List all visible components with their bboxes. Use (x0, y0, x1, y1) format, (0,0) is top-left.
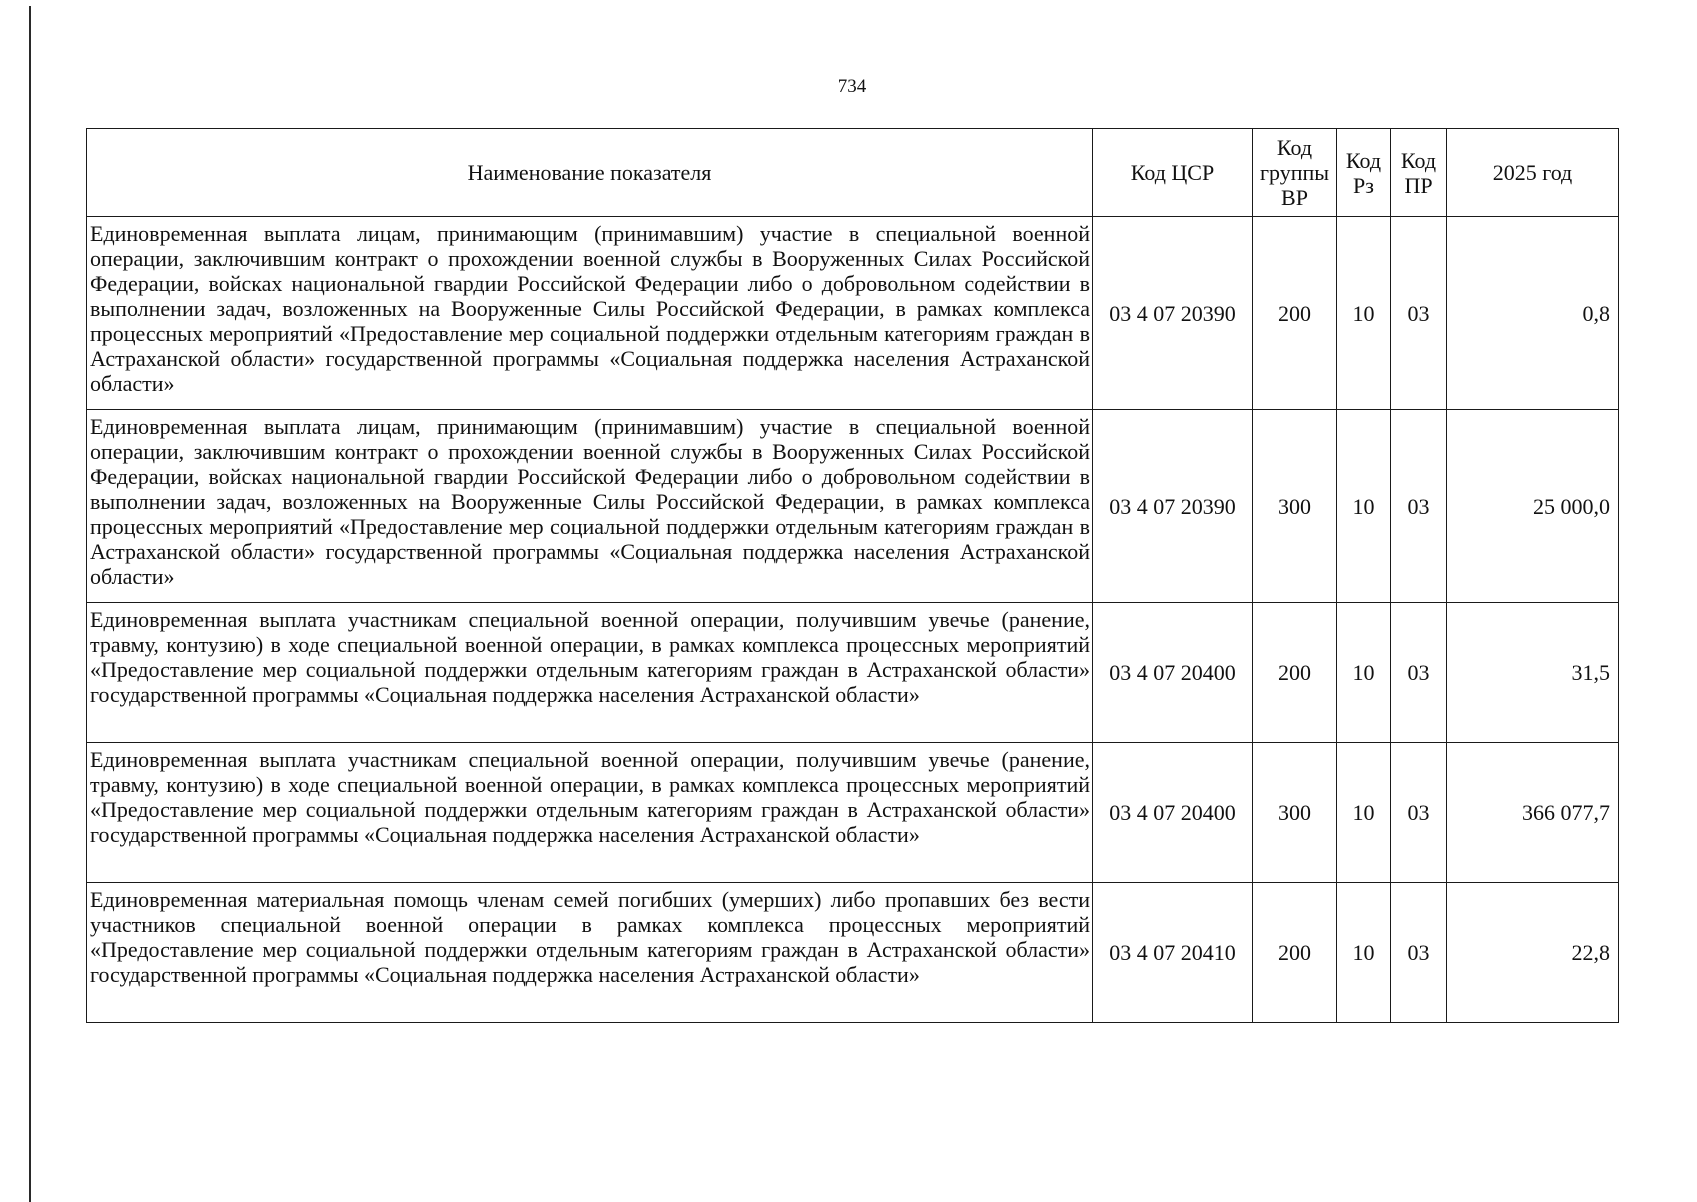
row-name-cell: Единовременная выплата лицам, принимающим (принимавшим) участие в специальной военной операции, заключившим контракт о прохождении военной службы в Вооруженных Силах Российской Федерации, войсках национальной гвардии Российской Федерации либо о добровольном содействии в выполнении задач, возложенных на Вооруженные Силы Российской Федерации, в рамках комплекса процессных мероприятий «Предоставление мер социальной поддержки отдельным категориям граждан в Астраханской области» государственной программы «Социальная поддержка населения Астраханской области» (87, 217, 1093, 410)
row-pr-cell: 03 (1391, 603, 1447, 743)
row-csr-cell: 03 4 07 20390 (1093, 217, 1253, 410)
header-name: Наименование показателя (87, 129, 1093, 217)
budget-table (86, 128, 1619, 1023)
row-rz-cell: 10 (1337, 217, 1391, 410)
header-csr-code: Код ЦСР (1093, 129, 1253, 217)
row-rz-cell: 10 (1337, 743, 1391, 883)
row-csr-cell: 03 4 07 20400 (1093, 743, 1253, 883)
table-row (87, 603, 1619, 743)
row-vr-cell: 300 (1253, 410, 1337, 603)
row-pr-cell: 03 (1391, 217, 1447, 410)
header-year-2025: 2025 год (1447, 129, 1619, 217)
row-amount-cell: 22,8 (1447, 883, 1619, 1023)
row-name-cell: Единовременная материальная помощь членам семей погибших (умерших) либо пропавших без вести участников специальной военной операции в рамках комплекса процессных мероприятий «Предоставление мер социальной поддержки отдельным категориям граждан в Астраханской области» государственной программы «Социальная поддержка населения Астраханской области» (87, 883, 1093, 1023)
row-name-cell: Единовременная выплата участникам специальной военной операции, получившим увечье (ранение, травму, контузию) в ходе специальной военной операции, в рамках комплекса процессных мероприятий «Предоставление мер социальной поддержки отдельным категориям граждан в Астраханской области» государственной программы «Социальная поддержка населения Астраханской области» (87, 743, 1093, 883)
header-vr-code: Код группы ВР (1253, 129, 1337, 217)
row-csr-cell: 03 4 07 20390 (1093, 410, 1253, 603)
row-rz-cell: 10 (1337, 883, 1391, 1023)
header-rz-code: Код Рз (1337, 129, 1391, 217)
row-vr-cell: 200 (1253, 603, 1337, 743)
row-amount-cell: 366 077,7 (1447, 743, 1619, 883)
row-vr-cell: 200 (1253, 217, 1337, 410)
row-pr-cell: 03 (1391, 883, 1447, 1023)
row-amount-cell: 25 000,0 (1447, 410, 1619, 603)
table-row (87, 743, 1619, 883)
row-name-cell: Единовременная выплата лицам, принимающим (принимавшим) участие в специальной военной операции, заключившим контракт о прохождении военной службы в Вооруженных Силах Российской Федерации, войсках национальной гвардии Российской Федерации либо о добровольном содействии в выполнении задач, возложенных на Вооруженные Силы Российской Федерации, в рамках комплекса процессных мероприятий «Предоставление мер социальной поддержки отдельным категориям граждан в Астраханской области» государственной программы «Социальная поддержка населения Астраханской области» (87, 410, 1093, 603)
row-rz-cell: 10 (1337, 410, 1391, 603)
row-vr-cell: 200 (1253, 883, 1337, 1023)
row-vr-cell: 300 (1253, 743, 1337, 883)
table-row (87, 410, 1619, 603)
row-amount-cell: 31,5 (1447, 603, 1619, 743)
header-pr-code: Код ПР (1391, 129, 1447, 217)
table-row (87, 217, 1619, 410)
page-number: 734 (837, 76, 867, 97)
row-name-cell: Единовременная выплата участникам специальной военной операции, получившим увечье (ранение, травму, контузию) в ходе специальной военной операции, в рамках комплекса процессных мероприятий «Предоставление мер социальной поддержки отдельным категориям граждан в Астраханской области» государственной программы «Социальная поддержка населения Астраханской области» (87, 603, 1093, 743)
table-row (87, 883, 1619, 1023)
row-amount-cell: 0,8 (1447, 217, 1619, 410)
row-pr-cell: 03 (1391, 410, 1447, 603)
row-csr-cell: 03 4 07 20410 (1093, 883, 1253, 1023)
row-rz-cell: 10 (1337, 603, 1391, 743)
row-csr-cell: 03 4 07 20400 (1093, 603, 1253, 743)
row-pr-cell: 03 (1391, 743, 1447, 883)
scan-edge-line (29, 6, 31, 1202)
table-header-row (87, 129, 1619, 217)
